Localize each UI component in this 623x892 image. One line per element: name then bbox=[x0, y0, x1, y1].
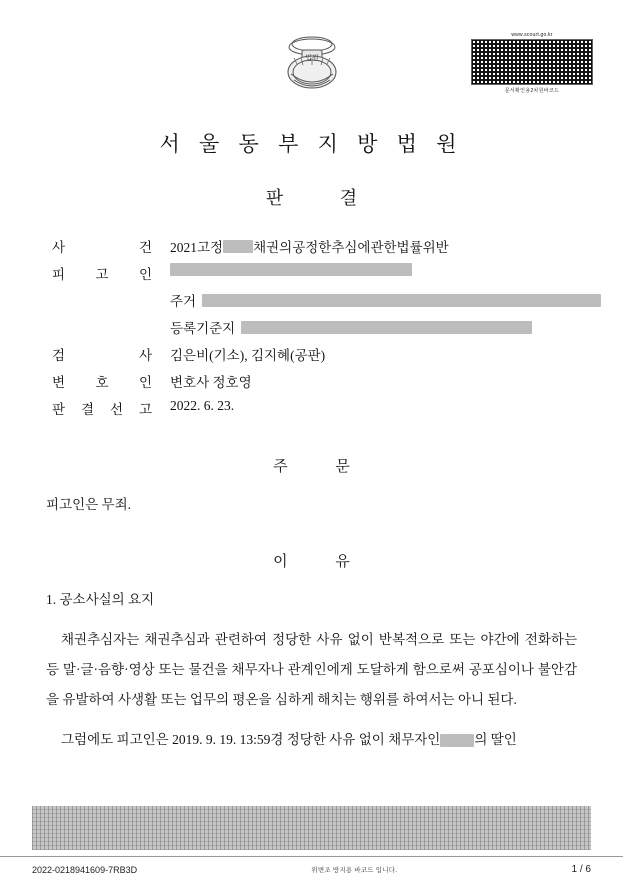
redaction-block bbox=[440, 734, 474, 747]
2d-barcode-image bbox=[471, 39, 593, 85]
case-info-sub-label: 등록기준지 bbox=[170, 321, 236, 336]
case-info-value-text: 변호사 정호영 bbox=[170, 375, 252, 390]
reason-section-title: 이 유 bbox=[273, 554, 372, 570]
label-char: 검 bbox=[52, 348, 66, 363]
redaction-block bbox=[241, 321, 532, 334]
label-char: 선 bbox=[109, 402, 124, 417]
reason-section-body bbox=[0, 585, 623, 755]
label-char: 사 bbox=[138, 348, 152, 363]
case-info-value bbox=[170, 317, 567, 337]
case-info-table bbox=[0, 236, 623, 425]
order-section-title: 주 문 bbox=[273, 459, 372, 475]
order-text: 피고인은 무죄. bbox=[46, 497, 131, 512]
case-info-row bbox=[52, 236, 567, 263]
case-info-value bbox=[170, 371, 567, 391]
case-info-label bbox=[52, 344, 170, 364]
case-info-value bbox=[170, 398, 567, 414]
label-char: 호 bbox=[95, 375, 109, 390]
case-info-value bbox=[170, 344, 567, 364]
case-info-value-text: 2022. 6. 23. bbox=[170, 398, 235, 413]
label-char: 고 bbox=[95, 267, 109, 282]
redaction-block bbox=[223, 240, 253, 253]
order-section-body bbox=[0, 490, 623, 520]
case-info-value-text: 채권의공정한추심에관한법률위반 bbox=[253, 240, 449, 255]
document-header bbox=[0, 0, 623, 112]
redaction-block bbox=[170, 263, 412, 276]
reason-paragraph-2 bbox=[46, 725, 577, 755]
barcode-caption: 문서확인용2차원바코드 bbox=[504, 88, 560, 94]
anti-forgery-note: 위변조 방지용 바코드 입니다. bbox=[311, 867, 398, 874]
case-info-row bbox=[52, 290, 567, 317]
barcode-block bbox=[471, 32, 593, 94]
case-info-row bbox=[52, 263, 567, 290]
court-emblem-icon bbox=[281, 30, 343, 96]
case-info-row bbox=[52, 371, 567, 398]
label-char: 변 bbox=[52, 375, 66, 390]
label-char: 판 bbox=[52, 402, 66, 417]
case-info-value-text: 2021고정 bbox=[170, 240, 224, 255]
label-char: 사 bbox=[52, 240, 66, 255]
reason-paragraph-1: 채권추심자는 채권추심과 관련하여 정당한 사유 없이 반복적으로 또는 야간에 전화하는 등 말·글·음향·영상 또는 물건을 채무자나 관계인에게 도달하게 함으로써 공포심이나 불안감을 유발하여 사생활 또는 업무의 평온을 심하게 해치는 행위를 하여서는 아니 된다. bbox=[46, 632, 577, 707]
court-name-title: 서 울 동 부 지 방 법 원 bbox=[159, 132, 464, 156]
page-number: 1 / 6 bbox=[571, 864, 591, 875]
case-info-value bbox=[170, 290, 601, 310]
case-info-label bbox=[52, 371, 170, 391]
label-char: 인 bbox=[138, 267, 152, 282]
reason-paragraph-2-prefix: 그럼에도 피고인은 2019. 9. 19. 13:59경 정당한 사유 없이 채무자인 bbox=[61, 732, 441, 747]
case-info-row bbox=[52, 398, 567, 425]
case-info-value bbox=[170, 263, 567, 276]
case-info-row bbox=[52, 344, 567, 371]
barcode-url: www.scourt.go.kr bbox=[511, 32, 553, 38]
label-char: 결 bbox=[80, 402, 95, 417]
reason-paragraph-2-suffix: 의 딸인 bbox=[474, 732, 517, 747]
case-info-row bbox=[52, 317, 567, 344]
case-info-sub-label: 주거 bbox=[170, 294, 197, 309]
case-info-value bbox=[170, 236, 567, 256]
emblem-label: 법원 bbox=[304, 54, 319, 62]
case-info-label bbox=[52, 398, 170, 418]
label-char: 고 bbox=[138, 402, 152, 417]
case-info-label bbox=[52, 236, 170, 256]
label-char: 인 bbox=[138, 375, 152, 390]
document-id: 2022-0218941609-7RB3D bbox=[32, 864, 138, 875]
document-type-title: 판 결 bbox=[265, 188, 384, 208]
case-info-label bbox=[52, 263, 170, 283]
case-info-value-text: 김은비(기소), 김지혜(공판) bbox=[170, 348, 326, 363]
redaction-block bbox=[202, 294, 601, 307]
reason-heading: 1. 공소사실의 요지 bbox=[46, 592, 155, 607]
label-char: 피 bbox=[52, 267, 66, 282]
page-footer bbox=[0, 856, 623, 878]
bottom-redaction-band bbox=[32, 806, 591, 850]
label-char: 건 bbox=[138, 240, 152, 255]
